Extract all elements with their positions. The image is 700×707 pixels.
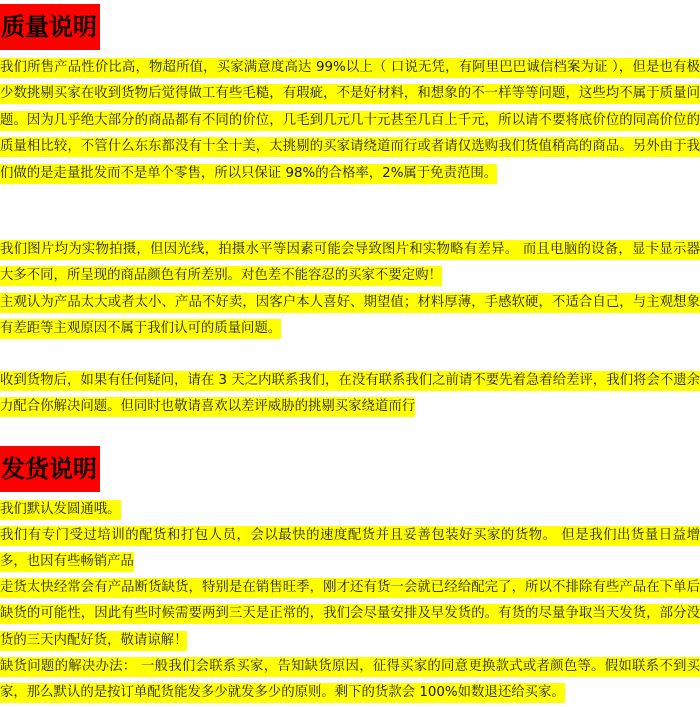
shipping-paragraph-4-text: 缺货问题的解决办法： 一般我们会联系买家，告知缺货原因，征得买家的同意更换款式或者颜色等。假如联系不到买家，那么默认的是按订单配货能发多少就发多少的原则。剩下的货款会 100%如数退还给买家。 [0, 657, 700, 703]
quality-paragraph-3-text: 主观认为产品太大或者太小、产品不好卖，因客户本人喜好、期望值；材料厚薄，手感软硬，不适合自己，与主观想象有差距等主观原因不属于我们认可的质量问题。 [0, 293, 700, 339]
shipping-paragraph-1 [0, 497, 700, 523]
quality-paragraph-1-text: 我们所售产品性价比高，物超所值，买家满意度高达 99%以上（ 口说无凭，有阿里巴巴诚信档案为证 ），但是也有极少数挑剔买家在收到货物后觉得做工有些毛糙，有瑕疵，不是好材料，和想象的不一样等等问题，这些均不属于质量问题。因为几乎绝大部分的商品都有不同的价位，几毛到几元几十元甚至几百上千元，所以请不要将底价位的同高价位的质量相比较，不管什么东东都没有十全十美，太挑剔的买家请绕道而行或者请仅选购我们货值稍高的商品。另外由于我们做的是走量批发而不是单个零售，所以只保证 98%的合格率，2%属于免责范围。 [0, 58, 700, 184]
quality-paragraph-1 [0, 55, 700, 187]
quality-paragraph-3 [0, 290, 700, 343]
quality-paragraph-2-text: 我们图片均为实物拍摄，但因光线，拍摄水平等因素可能会导致图片和实物略有差异。 而且电脑的设备，显卡显示器大多不同，所呈现的商品颜色有所差别。对色差不能容忍的买家不要定购！ [0, 240, 700, 286]
quality-paragraph-2 [0, 237, 700, 290]
quality-paragraph-4 [0, 368, 700, 421]
shipping-paragraph-2 [0, 523, 700, 576]
shipping-heading: 发货说明 [0, 446, 100, 492]
shipping-paragraph-3 [0, 575, 700, 654]
shipping-paragraph-3-text: 走货太快经常会有产品断货缺货，特别是在销售旺季，刚才还有货一会就已经给配完了，所以不排除有些产品在下单后缺货的可能性，因此有些时候需要两到三天是正常的，我们会尽量安排及早发货的。有货的尽量争取当天发货，部分没货的三天内配好货，敬请谅解！ [0, 578, 700, 651]
shipping-paragraph-2-text: 我们有专门受过培训的配货和打包人员，会以最快的速度配货并且妥善包装好买家的货物。 但是我们出货量日益增多，也因有些畅销产品 [0, 526, 700, 572]
quality-paragraph-4-text: 收到货物后，如果有任何疑问，请在 3 天之内联系我们，在没有联系我们之前请不要先着急着给差评，我们将会不遗余力配合你解决问题。但同时也敬请喜欢以差评威胁的挑剔买家绕道而行 [0, 371, 700, 417]
quality-heading: 质量说明 [0, 4, 100, 50]
shipping-paragraph-1-text: 我们默认发圆通哦。 [0, 500, 121, 520]
